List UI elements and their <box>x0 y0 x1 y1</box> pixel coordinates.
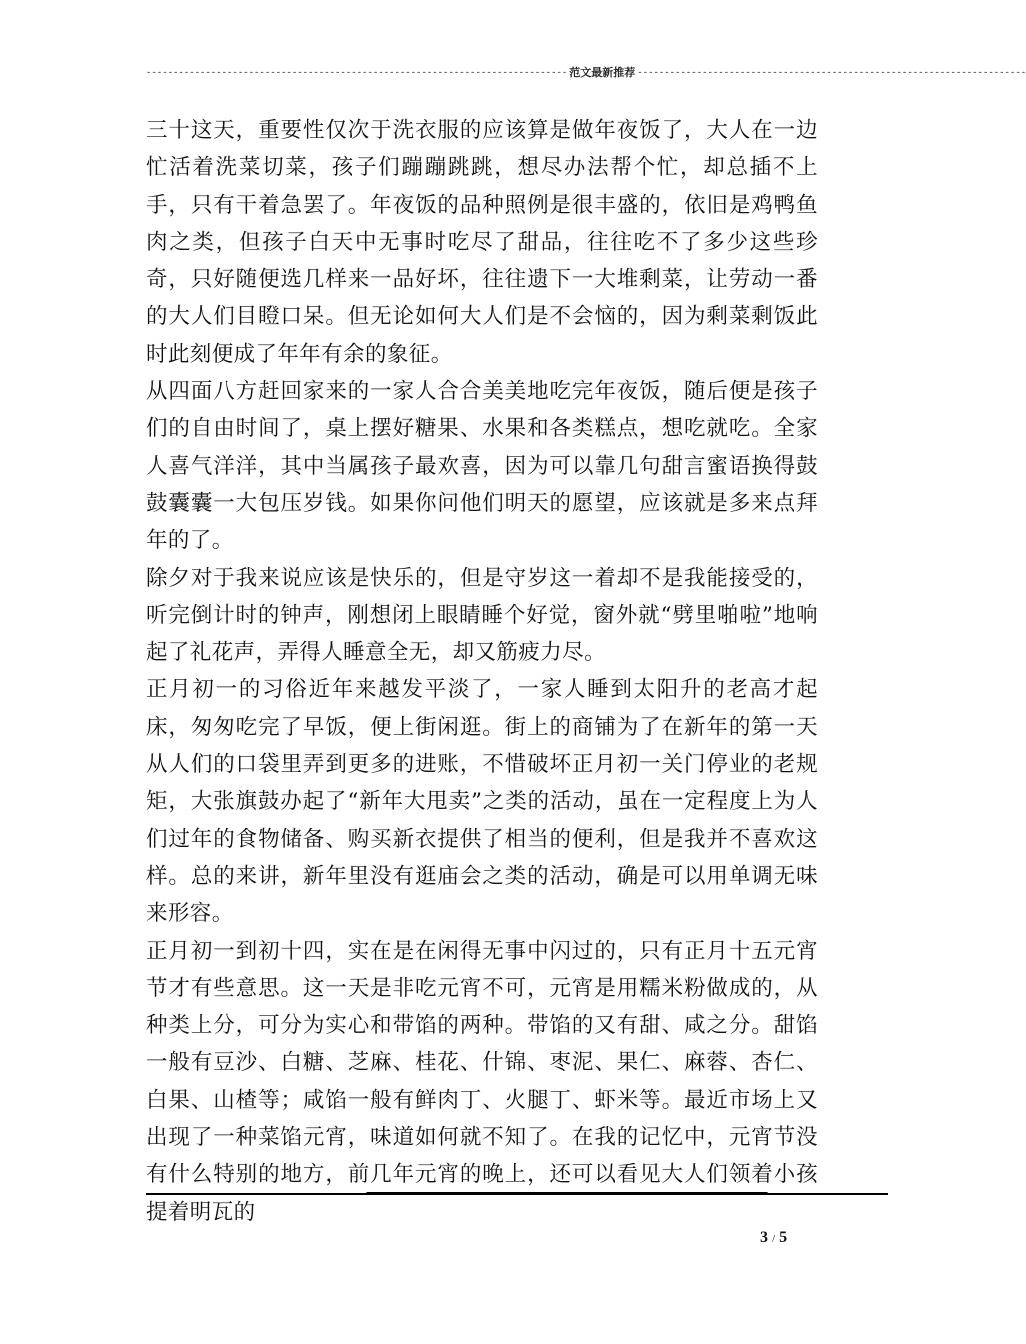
header-left-rule: ------------------------------------------------------------------------------ <box>146 68 568 78</box>
document-body <box>146 112 818 1231</box>
current-page: 3 <box>760 1229 768 1246</box>
paragraph: 除夕对于我来说应该是快乐的，但是守岁这一着却不是我能接受的，听完倒计时的钟声，刚想闭上眼睛睡个好觉，窗外就“劈里啪啦”地响起了礼花声，弄得人睡意全无，却又筋疲力尽。 <box>146 565 818 666</box>
header-title: 范文最新推荐 <box>569 66 636 79</box>
paragraph: 从四面八方赶回家来的一家人合合美美地吃完年夜饭，随后便是孩子们的自由时间了，桌上摆好糖果、水果和各类糕点，想吃就吃。全家人喜气洋洋，其中当属孩子最欢喜，因为可以靠几句甜言蜜语换得鼓鼓囊囊一大包压岁钱。如果你问他们明天的愿望，应该就是多来点拜年的了。 <box>146 379 818 554</box>
page-separator: / <box>772 1233 776 1245</box>
paragraph: 正月初一到初十四，实在是在闲得无事中闪过的，只有正月十五元宵节才有些意思。这一天是非吃元宵不可，元宵是用糯米粉做成的，从种类上分，可分为实心和带馅的两种。带馅的又有甜、咸之分。甜馅一般有豆沙、白糖、芝麻、桂花、什锦、枣泥、果仁、麻蓉、杏仁、白果、山楂等；咸馅一般有鲜肉丁、火腿丁、虾米等。最近市场上又出现了一种菜馅元宵，味道如何就不知了。在我的记忆中，元宵节没有什么特别的地方，前几年元宵的晚上，还可以看见大人们领着小孩提着明瓦的 <box>146 938 818 1225</box>
header-right-rule: ------------------------------------------------------------------------ <box>637 68 1026 78</box>
paragraph: 正月初一的习俗近年来越发平淡了，一家人睡到太阳升的老高才起床，匆匆吃完了早饭，便上街闲逛。街上的商铺为了在新年的第一天从人们的口袋里弄到更多的进账，不惜破坏正月初一关门停业的老规矩，大张旗鼓办起了“新年大甩卖”之类的活动，虽在一定程度上为人们过年的食物储备、购买新衣提供了相当的便利，但是我并不喜欢这样。总的来讲，新年里没有逛庙会之类的活动，确是可以用单调无味来形容。 <box>146 677 818 927</box>
paragraph: 三十这天，重要性仅次于洗衣服的应该算是做年夜饭了，大人在一边忙活着洗菜切菜，孩子们蹦蹦跳跳，想尽办法帮个忙，却总插不上手，只有干着急罢了。年夜饭的品种照例是很丰盛的，依旧是鸡鸭鱼肉之类，但孩子白天中无事时吃尽了甜品，往往吃不了多少这些珍奇，只好随便选几样来一品好坏，往往遗下一大堆剩菜，让劳动一番的大人们目瞪口呆。但无论如何大人们是不会恼的，因为剩菜剩饭此时此刻便成了年年有余的象征。 <box>146 118 818 367</box>
page-header <box>146 66 1026 80</box>
total-pages: 5 <box>779 1229 788 1246</box>
footer-divider <box>146 1193 888 1195</box>
page-number <box>760 1229 820 1247</box>
